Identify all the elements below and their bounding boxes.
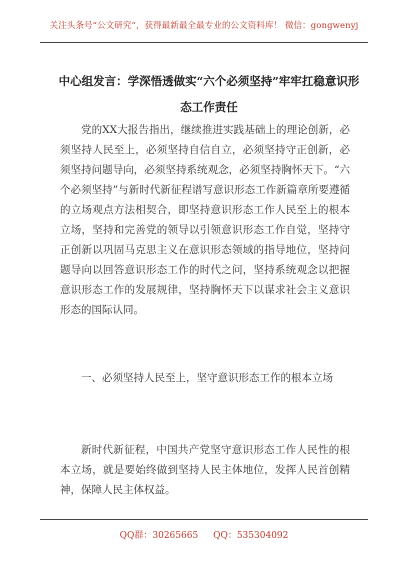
header-promo-note: 关注头条号“公文研究”，获得最新最全最专业的公文资料库！ 微信：gongwenyj bbox=[49, 21, 359, 31]
footer-contact bbox=[0, 528, 408, 541]
section-heading: 一、必须坚持人民至上，坚守意识形态工作的根本立场 bbox=[81, 372, 333, 384]
header-divider bbox=[40, 42, 368, 43]
footer-divider bbox=[40, 519, 368, 520]
footer-qq-group: QQ群：30265665 bbox=[119, 531, 199, 541]
body-paragraph: 新时代新征程，中国共产党坚守意识形态工作人民性的根本立场，就是要始终做到坚持人民主体地位，发挥人民首创精神，保障人民主体权益。 bbox=[60, 444, 350, 496]
document-title: 中心组发言：学深悟透做实“六个必须坚持”牢牢扛稳意识形态工作责任 bbox=[58, 74, 360, 114]
footer-qq-number: QQ：535304092 bbox=[213, 531, 289, 541]
body-paragraph: 党的XX大报告指出，继续推进实践基础上的理论创新，必须坚持人民至上，必须坚持自信自立，必须坚持守正创新，必须坚持问题导向，必须坚持系统观念，必须坚持胸怀天下。“六个必须坚持”与新时代新征程谱写意识形态工作新篇章所要遵循的立场观点方法相契合，即坚持意识形态工作人民至上的根本立场，坚持和完善党的领导以引领意识形态工作自觉，坚持守正创新以巩固马克思主义在意识形态领域的指导地位，坚持问题导向以回答意识形态工作的时代之问，坚持系统观念以把握意识形态工作的发展规律，坚持胸怀天下以谋求社会主义意识形态的国际认同。 bbox=[60, 124, 350, 316]
